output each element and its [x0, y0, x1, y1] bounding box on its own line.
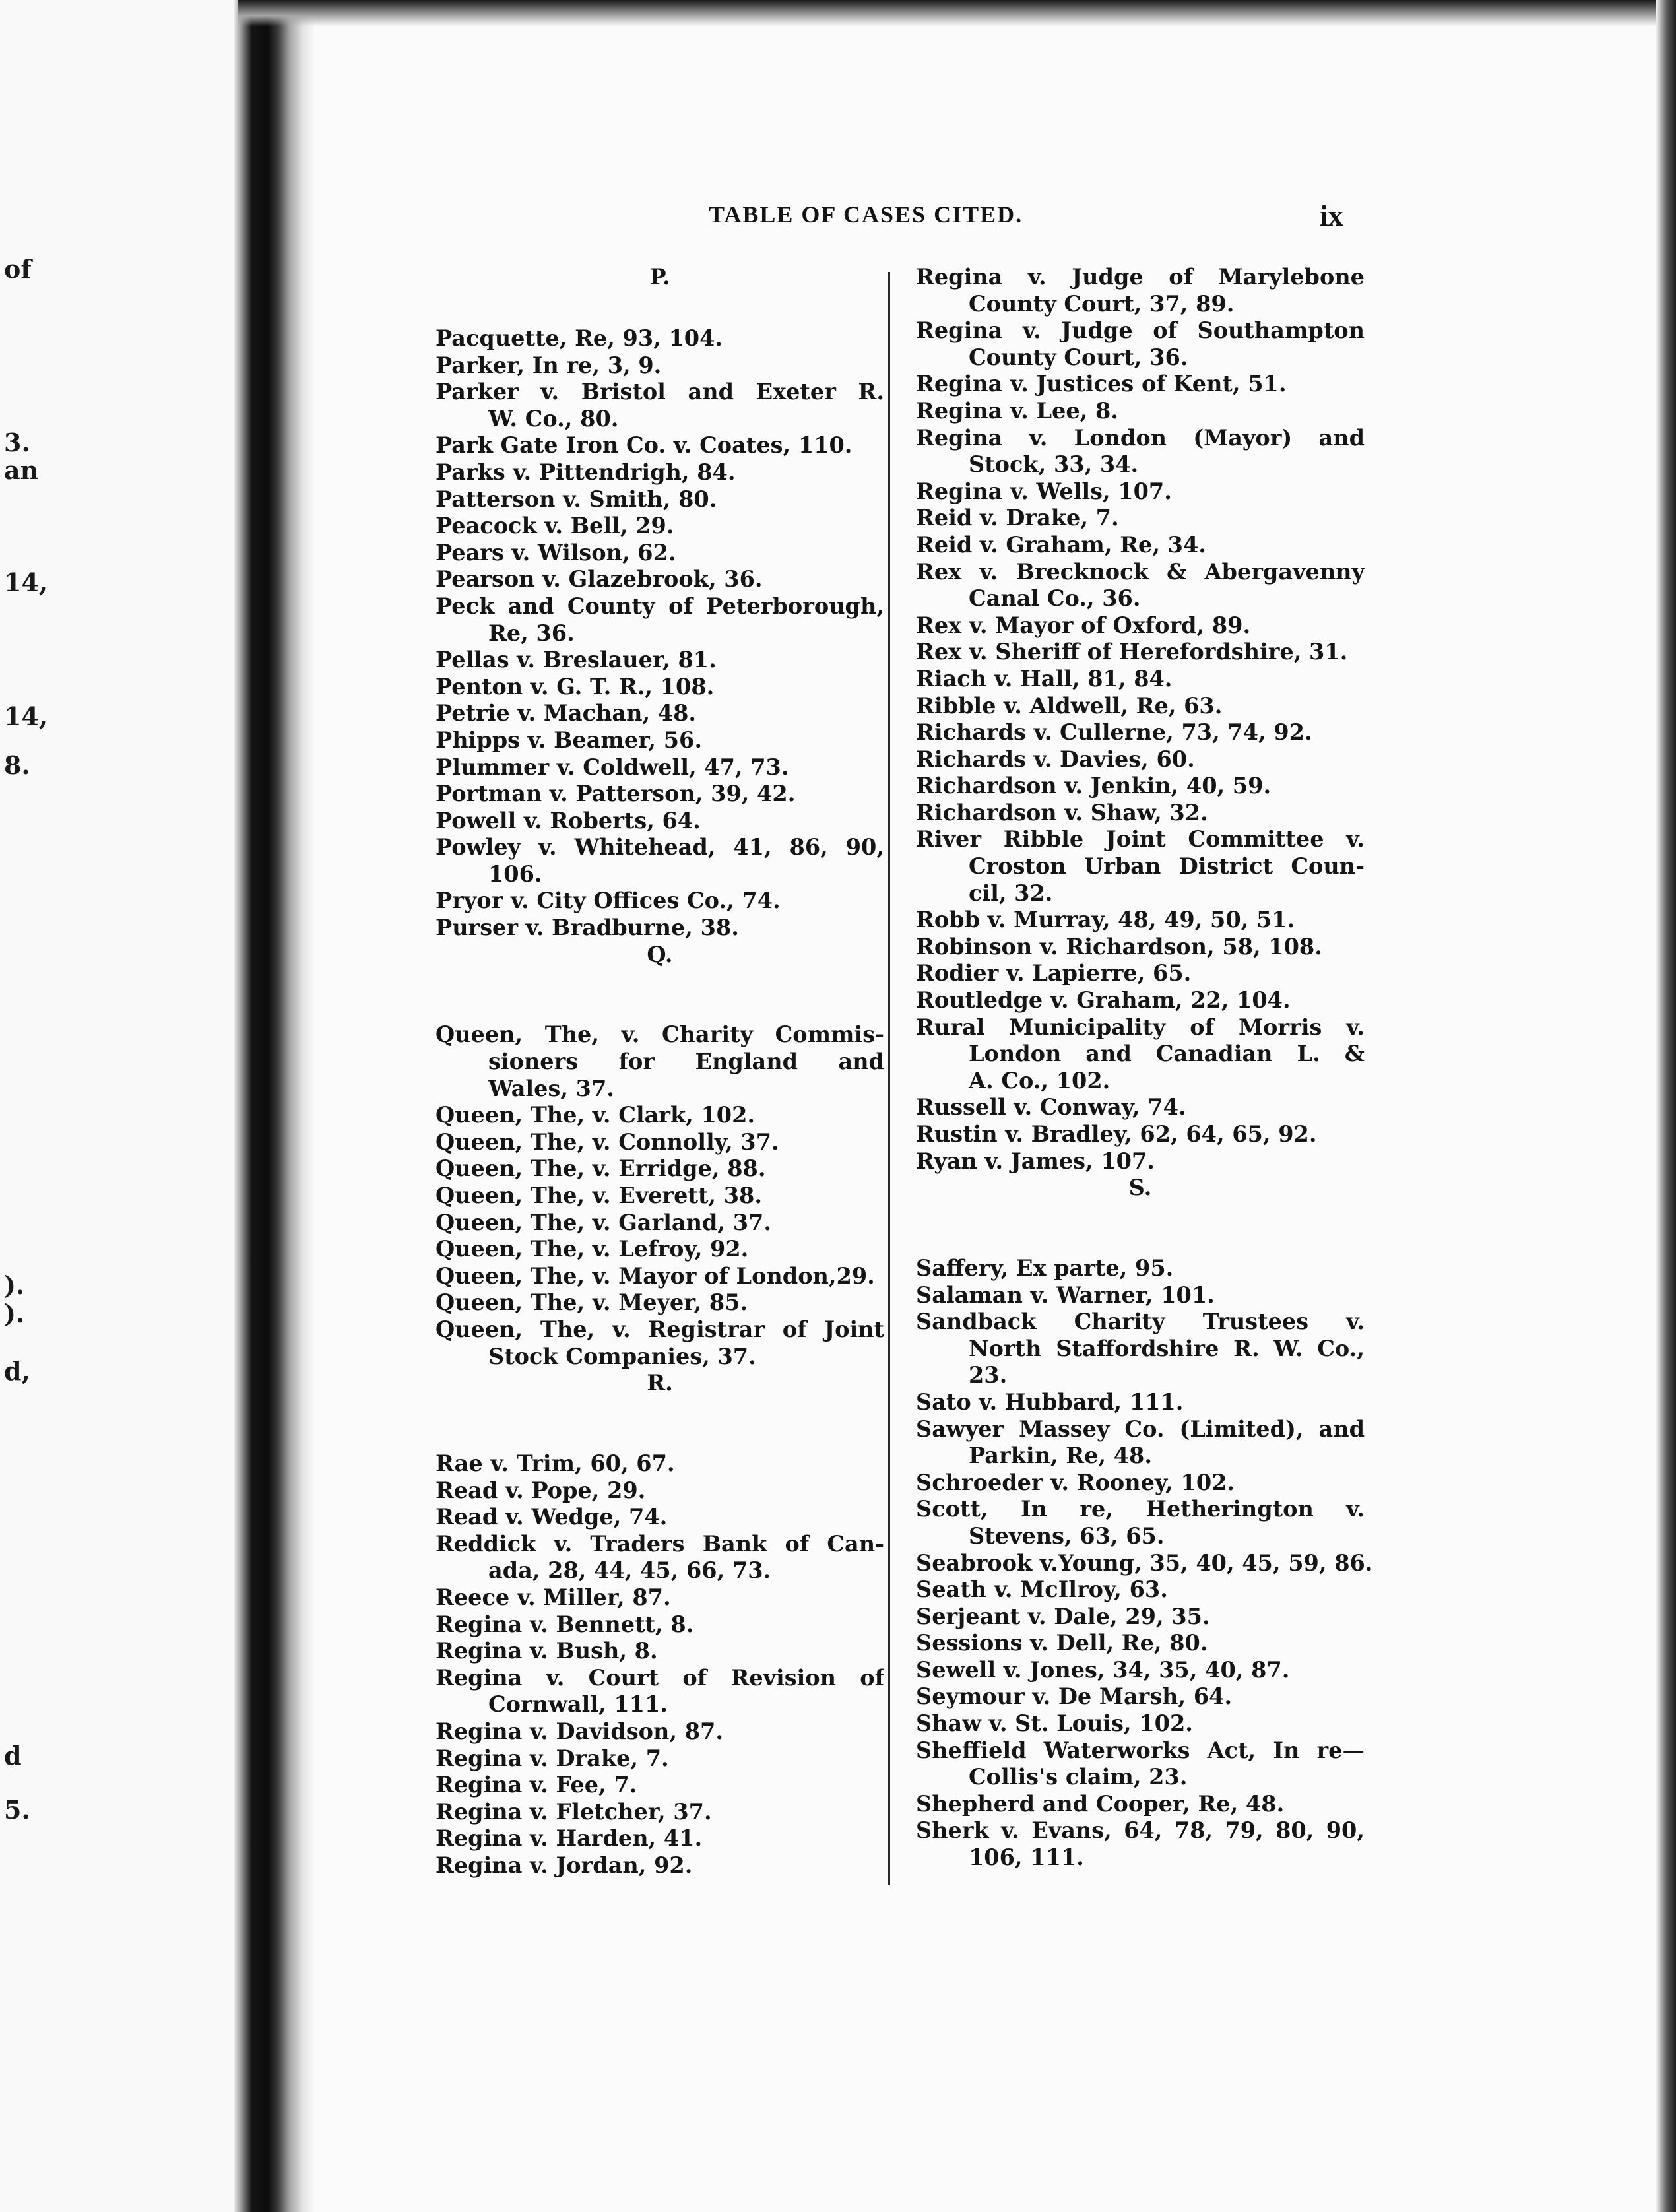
case-entry: [916, 666, 1365, 693]
case-citation-continuation: Parkin, Re, 48.: [969, 1443, 1153, 1469]
case-citation-line: Regina v. Judge of Marylebone: [916, 264, 1365, 290]
section-letter: S.: [1128, 1175, 1152, 1201]
case-citation-continuation: North Staffordshire R. W. Co.,: [969, 1335, 1365, 1361]
case-entry: [916, 800, 1365, 827]
case-citation-line: Robinson v. Richardson, 58, 108.: [916, 933, 1322, 960]
case-entry: [435, 1022, 884, 1102]
case-entry: [435, 1611, 884, 1639]
left-column: [435, 264, 884, 1879]
facing-page-fragment-text: ).: [4, 1270, 25, 1300]
case-entry: [916, 960, 1365, 987]
case-entry: [916, 478, 1365, 505]
case-entry: [916, 425, 1365, 478]
facing-page-fragment-text: d,: [4, 1356, 30, 1386]
case-entry: [435, 754, 884, 781]
case-citation-line: Queen, The, v. Erridge, 88.: [435, 1155, 766, 1182]
facing-page-fragment-text: 14,: [4, 701, 48, 731]
case-citation-line: Rex v. Mayor of Oxford, 89.: [916, 612, 1251, 638]
case-citation-line: Richards v. Davies, 60.: [916, 746, 1195, 772]
facing-page-fragment-text: d: [4, 1741, 22, 1771]
case-entry: [916, 1710, 1365, 1738]
case-entry: [435, 1665, 884, 1718]
case-entry: [435, 1210, 884, 1237]
case-citation-line: Portman v. Patterson, 39, 42.: [435, 781, 796, 807]
case-citation-line: Reece v. Miller, 87.: [435, 1584, 671, 1610]
case-entry: [435, 1825, 884, 1852]
case-citation-line: Sandback Charity Trustees v.: [916, 1309, 1365, 1335]
case-citation-line: Pears v. Wilson, 62.: [435, 539, 676, 566]
facing-page-fragment-text: 3.: [4, 428, 30, 457]
case-entry: [435, 1183, 884, 1210]
case-entry: [916, 532, 1365, 559]
case-entry: [916, 612, 1365, 639]
case-citation-line: Ribble v. Aldwell, Re, 63.: [916, 692, 1223, 719]
section-letter: R.: [647, 1370, 673, 1396]
case-entry: [916, 1121, 1365, 1148]
case-entry: [916, 1604, 1365, 1631]
case-citation-line: Salaman v. Warner, 101.: [916, 1282, 1215, 1308]
case-citation-line: Rural Municipality of Morris v.: [916, 1014, 1365, 1040]
case-citation-line: Regina v. Bennett, 8.: [435, 1611, 694, 1637]
case-entry: [916, 317, 1365, 371]
case-citation-line: Saffery, Ex parte, 95.: [916, 1254, 1174, 1281]
case-citation-line: Queen, The, v. Charity Commis-: [435, 1022, 884, 1048]
case-citation-line: Phipps v. Beamer, 56.: [435, 727, 702, 753]
case-citation-line: Regina v. Drake, 7.: [435, 1745, 669, 1771]
case-citation-line: Regina v. Fletcher, 37.: [435, 1798, 712, 1825]
case-entry: [435, 1504, 884, 1531]
case-entry: [435, 1289, 884, 1317]
case-entry: [916, 934, 1365, 961]
case-entry: [916, 1549, 1373, 1577]
section-heading: [435, 942, 884, 1022]
case-citation-line: Parker, In re, 3, 9.: [435, 352, 662, 378]
case-entry: [435, 1799, 884, 1826]
case-citation-line: Regina v. Lee, 8.: [916, 397, 1118, 424]
case-entry: [916, 1309, 1365, 1389]
case-citation-line: Regina v. Bush, 8.: [435, 1638, 658, 1664]
case-entry: [916, 693, 1365, 720]
case-entry: [435, 379, 884, 432]
case-citation-line: Sawyer Massey Co. (Limited), and: [916, 1415, 1365, 1442]
case-entry: [435, 1450, 884, 1478]
case-citation-line: Richards v. Cullerne, 73, 74, 92.: [916, 719, 1312, 746]
case-citation-line: Regina v. Jordan, 92.: [435, 1852, 693, 1878]
case-entry: [435, 325, 884, 352]
case-entry: [435, 1263, 884, 1290]
case-citation-line: Russell v. Conway, 74.: [916, 1094, 1186, 1121]
binding-gutter: [234, 0, 313, 2212]
facing-page-fragment-text: 8.: [4, 750, 30, 780]
case-citation-line: Purser v. Bradburne, 38.: [435, 915, 739, 941]
facing-page-text-fragments: [0, 0, 66, 2212]
section-letter: P.: [649, 264, 670, 290]
case-entry: [435, 888, 884, 915]
case-citation-line: Ryan v. James, 107.: [916, 1148, 1155, 1174]
case-citation-line: Pacquette, Re, 93, 104.: [435, 325, 723, 351]
case-citation-line: Rex v. Sheriff of Herefordshire, 31.: [916, 639, 1348, 665]
case-citation-line: Regina v. Wells, 107.: [916, 478, 1172, 504]
case-citation-continuation: Croston Urban District Coun-: [969, 853, 1365, 880]
case-entry: [916, 1738, 1365, 1791]
case-citation-continuation: Re, 36.: [488, 620, 575, 646]
case-citation-line: Regina v. Harden, 41.: [435, 1825, 703, 1852]
section-letter: Q.: [647, 941, 673, 967]
case-citation-line: Park Gate Iron Co. v. Coates, 110.: [435, 432, 853, 459]
case-citation-line: Parks v. Pittendrigh, 84.: [435, 459, 736, 485]
case-citation-line: Seath v. McIlroy, 63.: [916, 1577, 1168, 1603]
case-citation-continuation: W. Co., 80.: [488, 405, 619, 432]
case-entry: [916, 559, 1365, 612]
case-entry: [916, 1094, 1365, 1121]
facing-page-fragment-text: of: [4, 254, 32, 284]
case-entry: [435, 700, 884, 727]
section-heading: [435, 1370, 884, 1450]
case-citation-line: Queen, The, v. Clark, 102.: [435, 1102, 756, 1128]
case-entry: [435, 1531, 884, 1584]
case-citation-line: Queen, The, v. Lefroy, 92.: [435, 1236, 749, 1262]
case-entry: [916, 1496, 1365, 1549]
case-entry: [916, 907, 1365, 934]
case-entry: [435, 486, 884, 513]
case-citation-continuation: Stevens, 63, 65.: [969, 1522, 1165, 1549]
case-citation-line: Rustin v. Bradley, 62, 64, 65, 92.: [916, 1121, 1317, 1147]
case-citation-line: Queen, The, v. Garland, 37.: [435, 1209, 771, 1235]
case-entry: [435, 540, 884, 567]
case-entry: [916, 773, 1365, 800]
case-citation-line: Peck and County of Peterborough,: [435, 593, 884, 619]
case-entry: [916, 1014, 1365, 1095]
case-citation-line: Petrie v. Machan, 48.: [435, 700, 697, 727]
case-citation-line: Seymour v. De Marsh, 64.: [916, 1683, 1233, 1710]
case-citation-line: Sherk v. Evans, 64, 78, 79, 80, 90,: [916, 1817, 1365, 1844]
case-citation-line: Pearson v. Glazebrook, 36.: [435, 566, 763, 593]
case-citation-line: Serjeant v. Dale, 29, 35.: [916, 1603, 1210, 1629]
case-entry: [916, 371, 1365, 398]
case-citation-continuation: sioners for England and: [488, 1049, 884, 1075]
case-entry: [916, 1577, 1365, 1604]
case-citation-line: Read v. Wedge, 74.: [435, 1504, 668, 1530]
case-citation-continuation: 106.: [488, 861, 542, 887]
case-citation-line: Peacock v. Bell, 29.: [435, 513, 674, 539]
case-entry: [435, 513, 884, 540]
case-citation-continuation: ada, 28, 44, 45, 66, 73.: [488, 1557, 771, 1584]
facing-page-fragment: [0, 0, 238, 2212]
case-entry: [916, 1282, 1365, 1309]
case-citation-line: Queen, The, v. Everett, 38.: [435, 1183, 763, 1209]
case-entry: [916, 1255, 1365, 1282]
section-heading: [916, 1175, 1365, 1255]
case-citation-line: Rex v. Brecknock & Abergavenny: [916, 558, 1365, 585]
case-entry: [435, 781, 884, 808]
case-citation-continuation: Stock Companies, 37.: [488, 1343, 756, 1369]
case-entry: [435, 1478, 884, 1505]
case-entry: [916, 987, 1365, 1014]
case-entry: [916, 264, 1365, 317]
case-entry: [435, 915, 884, 942]
case-citation-continuation: Collis's claim, 23.: [969, 1764, 1188, 1790]
right-column: [916, 264, 1373, 1871]
top-edge-shadow: [238, 0, 1676, 26]
case-citation-continuation: 23.: [969, 1362, 1008, 1388]
case-citation-line: Parker v. Bristol and Exeter R.: [435, 379, 884, 405]
case-entry: [916, 1389, 1365, 1416]
case-citation-continuation: cil, 32.: [969, 880, 1053, 906]
case-entry: [435, 352, 884, 379]
case-citation-line: Regina v. London (Mayor) and: [916, 424, 1365, 451]
case-citation-line: River Ribble Joint Committee v.: [916, 826, 1365, 853]
facing-page-fragment-text: an: [4, 455, 39, 485]
case-entry: [916, 719, 1365, 746]
case-citation-line: Pellas v. Breslauer, 81.: [435, 647, 717, 673]
case-entry: [435, 727, 884, 754]
case-citation-continuation: Canal Co., 36.: [969, 585, 1141, 612]
case-citation-line: Seabrook v.Young, 35, 40, 45, 59, 86.: [916, 1549, 1373, 1576]
case-entry: [435, 459, 884, 486]
case-entry: [916, 1817, 1365, 1871]
case-entry: [435, 1129, 884, 1156]
case-citation-continuation: 106, 111.: [969, 1844, 1084, 1871]
case-entry: [435, 566, 884, 593]
right-edge-shadow: [1656, 0, 1676, 2212]
case-citation-line: Riach v. Hall, 81, 84.: [916, 665, 1173, 692]
case-citation-continuation: Cornwall, 111.: [488, 1691, 668, 1718]
case-citation-line: Richardson v. Shaw, 32.: [916, 799, 1208, 826]
case-citation-continuation: County Court, 37, 89.: [969, 290, 1235, 317]
case-citation-line: Queen, The, v. Meyer, 85.: [435, 1289, 748, 1316]
case-entry: [435, 1718, 884, 1745]
page-number: ix: [1320, 199, 1343, 232]
case-citation-continuation: London and Canadian L. &: [969, 1041, 1365, 1067]
case-citation-line: Regina v. Justices of Kent, 51.: [916, 371, 1287, 397]
case-entry: [435, 1155, 884, 1183]
case-citation-line: Reddick v. Traders Bank of Can-: [435, 1530, 884, 1557]
case-citation-line: Shaw v. St. Louis, 102.: [916, 1710, 1193, 1737]
case-citation-line: Penton v. G. T. R., 108.: [435, 673, 715, 699]
case-entry: [435, 1102, 884, 1129]
case-citation-line: Powell v. Roberts, 64.: [435, 807, 701, 833]
case-entry: [916, 639, 1365, 666]
case-citation-line: Powley v. Whitehead, 41, 86, 90,: [435, 834, 884, 861]
case-citation-continuation: A. Co., 102.: [969, 1067, 1111, 1093]
case-citation-line: Rae v. Trim, 60, 67.: [435, 1450, 675, 1476]
case-entry: [435, 1772, 884, 1799]
case-citation-continuation: Wales, 37.: [488, 1075, 614, 1101]
case-citation-continuation: Stock, 33, 34.: [969, 451, 1139, 478]
case-citation-line: Plummer v. Coldwell, 47, 73.: [435, 754, 789, 780]
case-entry: [916, 1416, 1365, 1470]
case-entry: [916, 1683, 1365, 1710]
case-citation-line: Shepherd and Cooper, Re, 48.: [916, 1790, 1285, 1817]
case-citation-line: Sato v. Hubbard, 111.: [916, 1388, 1184, 1415]
running-title: TABLE OF CASES CITED.: [709, 201, 1023, 228]
facing-page-fragment-text: ).: [4, 1299, 25, 1328]
case-citation-line: Queen, The, v. Connolly, 37.: [435, 1128, 779, 1155]
case-entry: [916, 505, 1365, 532]
case-entry: [435, 834, 884, 888]
case-citation-line: Regina v. Court of Revision of: [435, 1664, 884, 1691]
column-divider: [888, 272, 890, 1885]
case-citation-line: Routledge v. Graham, 22, 104.: [916, 987, 1291, 1014]
case-citation-line: Richardson v. Jenkin, 40, 59.: [916, 773, 1272, 799]
case-entry: [435, 1317, 884, 1370]
case-entry: [916, 1470, 1365, 1497]
case-citation-line: Patterson v. Smith, 80.: [435, 486, 717, 512]
case-citation-line: Sessions v. Dell, Re, 80.: [916, 1630, 1208, 1656]
case-citation-line: Queen, The, v. Mayor of London,29.: [435, 1262, 875, 1289]
case-entry: [916, 1148, 1365, 1175]
facing-page-fragment-text: 14,: [4, 568, 48, 597]
case-entry: [916, 1657, 1365, 1684]
case-citation-line: Sewell v. Jones, 34, 35, 40, 87.: [916, 1656, 1290, 1683]
case-entry: [435, 432, 884, 459]
case-entry: [435, 808, 884, 835]
case-citation-line: Regina v. Fee, 7.: [435, 1772, 637, 1798]
case-citation-line: Schroeder v. Rooney, 102.: [916, 1469, 1235, 1495]
case-entry: [916, 1630, 1365, 1657]
case-citation-line: Queen, The, v. Registrar of Joint: [435, 1316, 884, 1342]
case-entry: [435, 647, 884, 674]
case-entry: [435, 674, 884, 701]
case-entry: [435, 1638, 884, 1665]
case-entry: [435, 1236, 884, 1263]
case-citation-line: Read v. Pope, 29.: [435, 1477, 646, 1503]
case-entry: [435, 593, 884, 647]
section-heading: [435, 264, 884, 325]
case-citation-line: Rodier v. Lapierre, 65.: [916, 960, 1192, 987]
case-citation-line: Pryor v. City Offices Co., 74.: [435, 888, 781, 914]
case-entry: [435, 1852, 884, 1879]
case-citation-line: Scott, In re, Hetherington v.: [916, 1496, 1365, 1522]
case-entry: [916, 826, 1365, 907]
case-citation-line: Robb v. Murray, 48, 49, 50, 51.: [916, 907, 1295, 933]
facing-page-fragment-text: 5.: [4, 1795, 30, 1825]
case-entry: [435, 1745, 884, 1773]
case-entry: [435, 1584, 884, 1611]
case-citation-line: Regina v. Davidson, 87.: [435, 1718, 723, 1744]
case-entry: [916, 746, 1365, 773]
case-citation-line: Reid v. Drake, 7.: [916, 505, 1119, 531]
case-citation-line: Reid v. Graham, Re, 34.: [916, 531, 1206, 558]
case-citation-line: Regina v. Judge of Southampton: [916, 317, 1365, 344]
case-citation-line: Sheffield Waterworks Act, In re—: [916, 1737, 1365, 1763]
case-entry: [916, 398, 1365, 425]
case-citation-continuation: County Court, 36.: [969, 344, 1188, 370]
case-entry: [916, 1791, 1365, 1818]
